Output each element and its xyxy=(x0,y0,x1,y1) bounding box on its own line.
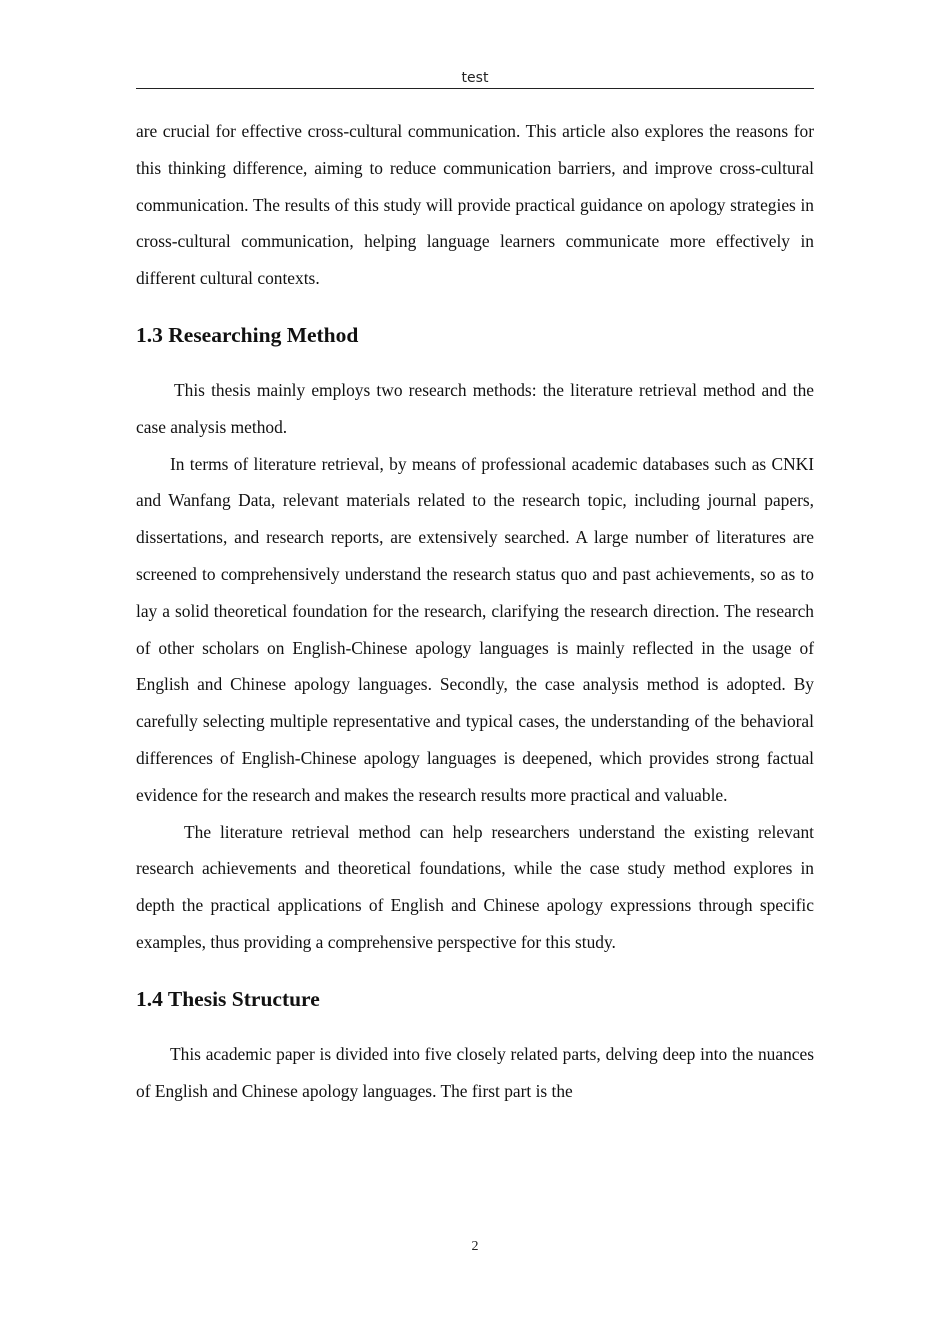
paragraph-continued: are crucial for effective cross-cultural communication. This article also explores the reasons for this thinking difference, aiming to reduce communication barriers, and improve cross-cultural communication. The results of this study will provide practical guidance on apology strategies in cross-cultural communication, helping language learners communicate more effectively in different cultural contexts. xyxy=(136,121,814,289)
paragraph-literature-retrieval: In terms of literature retrieval, by means of professional academic databases such as CNKI and Wanfang Data, relevant materials related to the research topic, including journal papers, dissertations, and research reports, are extensively searched. A large number of literatures are screened to comprehensively understand the research status quo and past achievements, so as to lay a solid theoretical foundation for the research, clarifying the research direction. The research of other scholars on English-Chinese apology languages is mainly reflected in the usage of English and Chinese apology languages. Secondly, the case analysis method is adopted. By carefully selecting multiple representative and typical cases, the understanding of the behavioral differences of English-Chinese apology languages is deepened, which provides strong factual evidence for the research and makes the research results more practical and valuable. xyxy=(136,453,814,805)
section-heading-researching-method: 1.3 Researching Method xyxy=(136,322,359,347)
page-number: 2 xyxy=(471,1239,479,1254)
paragraph-methods-summary: The literature retrieval method can help researchers understand the existing relevant research achievements and theoretical foundations, while the case study method explores in depth the practical applications of English and Chinese apology expressions through specific examples, thus providing a comprehensive perspective for this study. xyxy=(136,821,814,952)
header-rule xyxy=(136,88,814,89)
document-body xyxy=(136,113,814,1109)
paragraph-methods-intro: This thesis mainly employs two research methods: the literature retrieval method and the case analysis method. xyxy=(136,379,814,437)
section-heading-thesis-structure: 1.4 Thesis Structure xyxy=(136,986,320,1011)
page-header: test xyxy=(461,70,489,86)
paragraph-thesis-structure: This academic paper is divided into five closely related parts, delving deep into the nuances of English and Chinese apology languages. The first part is the xyxy=(136,1043,814,1101)
